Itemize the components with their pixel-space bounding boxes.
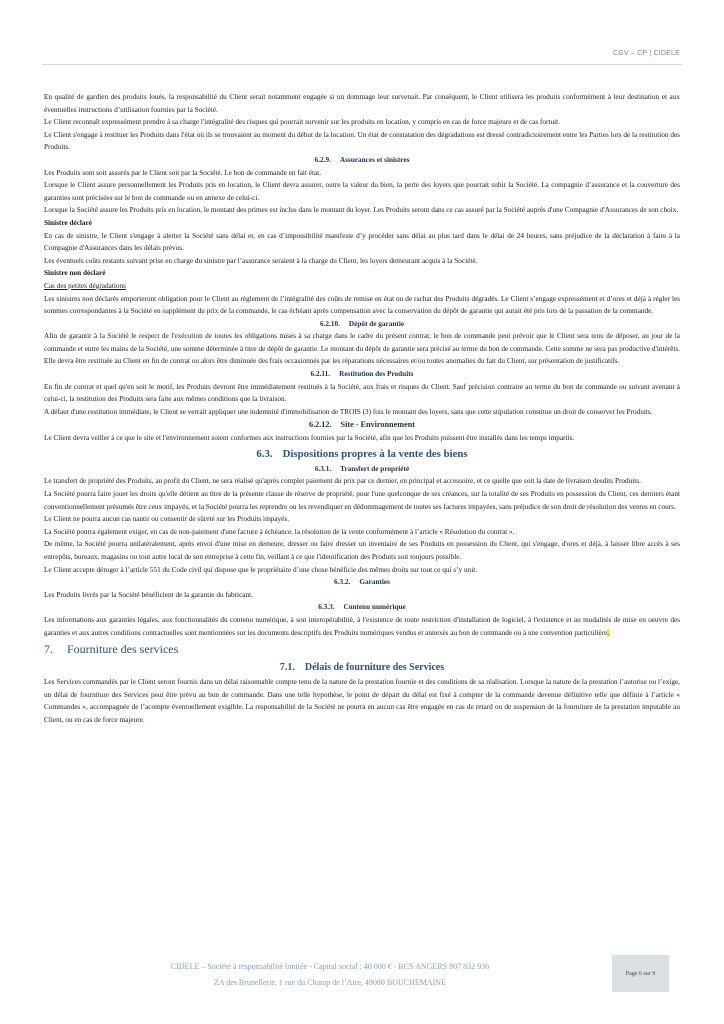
footer-company-info: CIDELE – Société à responsabilité limitée - Capital social : 40 000 € - RCS ANGERS 807 832 936	[170, 962, 490, 971]
paragraph: De même, la Société pourra unilatéralement, après envoi d'une mise en demeure, dresser ou faire dresser un inventaire de ses Produits en possession du Client, qui s'engage, d'ores et déjà, à laisser libre accès à ses entrepôts, bureaux, magasins ou tout autre local de son entreprise à cette fin, veillant à ce que l'identification des Produits soit toujours possible.	[44, 540, 680, 561]
section-title: Contenu numérique	[343, 603, 406, 612]
paragraph: Les sinistres non déclarés emporteront obligation pour le Client au règlement de l’intégralité des coûts de remise en état ou de rachat des Produits dégradés. Le Client s’engage expressément et d’ores et déjà à régler les sommes correspondantes à la Société en supplément du prix de la commande, le cas échéant après compensation avec la conservation du dépôt de garantie qui aurait été pris lors de la passation de la commande.	[44, 294, 680, 316]
section-number: 6.2.10.	[319, 319, 340, 328]
footer-address: ZA des Brunellerie, 1 rue du Champ de l’Aire, 49080 BOUCHEMAINE	[214, 978, 446, 987]
section-title: Transfert de propriété	[340, 464, 410, 473]
paragraph: Les éventuels coûts restants suivant prise en charge du sinistre par l’assurance seraient à la charge du Client, les loyers demeurant acquis à la Société.	[44, 256, 478, 265]
section-number: 6.2.9.	[314, 155, 331, 164]
section-title: Fourniture des services	[67, 642, 179, 657]
paragraph: Les Produits livrés par la Société bénéficient de la garantie du fabricant.	[44, 590, 253, 599]
section-number: 6.3.3.	[318, 603, 335, 612]
subsection-heading	[44, 318, 680, 331]
paragraph: Lorsque le Client assure personnellement les Produits pris en location, le Client devra assurer, outre la valeur du bien, la perte des loyers que pourrait subir la Société. La compagnie d’assurance et la couverture des garanties sont précisées sur le bon de commande ou en annexe de celui-ci.	[44, 181, 680, 202]
paragraph: Le Client devra veiller à ce que le site et l'environnement soient conformes aux instructions fournies par la Société, afin que les Produits puissent être installés dans les temps impartis.	[44, 434, 575, 443]
paragraph: Le transfert de propriété des Produits, au profit du Client, ne sera réalisé qu'après complet paiement du prix par ce dernier, en principal et accessoire, et ce quelle que soit la date de livraison desdits Produits.	[44, 477, 641, 486]
subsection-heading	[44, 154, 680, 167]
section-number: 6.3.2.	[334, 578, 351, 587]
subsection-heading	[44, 576, 680, 589]
section-number: 7.1.	[279, 662, 295, 674]
subsection-heading	[44, 601, 680, 614]
paragraph: La Société pourra également exiger, en cas de non-paiement d'une facture à échéance, la résolution de la vente conformément à l’article « Résolution du contrat ».	[44, 527, 515, 536]
section-title: Dépôt de garantie	[348, 319, 405, 328]
paragraph: En qualité de gardien des produits loués, la responsabilité du Client serait notamment engagée si un dommage leur survenait. Par conséquent, le Client utilisera les produits conformément à leur destination et aux éventuelles instructions d’utilisation fournies par la Société.	[44, 93, 680, 114]
document-reference: CGV – CP | CIDELE	[613, 50, 680, 57]
section-title: Délais de fourniture des Services	[304, 662, 445, 674]
subsection-heading	[44, 463, 680, 476]
paragraph: La Société pourra faire jouer les droits qu'elle détient au titre de la présente clause de réserve de propriété, pour l'une quelconque de ses créances, sur la totalité de ses Produits en possession du Client, ces derniers étant conventionnellement présumés être ceux impayés, et la Société pourra les reprendre ou les revendiquer en dédommagement de toutes ses factures impayées, sans préjudice de son droit de résolution des ventes en cours.	[44, 490, 680, 511]
subsection-heading	[44, 368, 680, 381]
paragraph: Le Client reconnaît expressément prendre à sa charge l'intégralité des risques qui pourrait survenir sur les produits en location, y compris en cas de force majeure et de cas fortuit.	[44, 118, 560, 127]
paragraph: Le Client accepte déroger à l’article 551 du Code civil qui dispose que le propriétaire d’une chose bénéficie des mêmes droits sur tout ce qui s’y unit.	[44, 565, 478, 574]
paragraph: En cas de sinistre, le Client s'engage à alerter la Société sans délai et, en cas d’impossibilité manifeste d’y procéder sans délai au plus tard dans le délai de 24 heures, sans préjudice de la déclaration à faire à la Compagnie d'Assurances dans les délais prévus.	[44, 231, 680, 253]
subsection-heading	[44, 418, 680, 432]
paragraph: Le Client s'engage à restituer les Produits dans l'état où ils se trouvaient au moment du début de la location. Un état de constatation des dégradations est dressé contradictoirement entre les Parties lors de la restitution des Produits.	[44, 130, 680, 152]
bold-subheading: Sinistre déclaré	[44, 218, 92, 227]
section-number: 6.2.12.	[309, 420, 332, 430]
section-title: Site - Environnement	[340, 420, 415, 430]
section-number: 6.3.	[256, 447, 273, 460]
section-number: 6.2.11.	[310, 370, 331, 379]
paragraph: Les Services commandés par le Client seront fournis dans un délai raisonnable compte tenu de la nature de la prestation fournie et des conditions de sa réalisation. Lorsque la nature de la prestation l’autorise ou l’exige, un délai de fourniture des Services peut être prévu au bon de commande. Dans une telle hypothèse, le point de départ du délai est fixé à compter de la commande devenue définitive telle que définie à l’article « Commandes », accompagnée de l’acompte éventuellement exigible. La responsabilité de la Société ne pourra en aucun cas être engagée en cas de retard ou de suspension de la fourniture de la prestation imputable au Client, ou en cas de force majeure.	[44, 678, 680, 724]
section-title: Dispositions propres à la vente des biens	[282, 447, 468, 460]
section-number: 7.	[44, 642, 53, 657]
chapter-heading	[44, 641, 680, 658]
paragraph: Afin de garantir à la Société le respect de l'exécution de toutes les obligations mises à sa charge dans le cadre du présent contrat, le bon de commande peut prévoir que le Client sera tenu de déposer, au jour de la commande et entre les mains de la Société, une somme déterminée à titre de dépôt de garantie. Le montant du dépôt de garantie sera précisé au terme du bon de commande. Cette somme ne sera pas productive d'intérêts. Elle devra être restituée au Client en fin de contrat ou alors être diminuée des frais occasionnés par les réparations nécessaires et/ou toutes anomalies du fait du Client, sur présentation de justificatifs.	[44, 332, 680, 366]
section-number: 6.3.1.	[314, 464, 332, 473]
bold-subheading: Sinistre non déclaré	[44, 269, 106, 278]
highlight-mark: .	[607, 628, 610, 637]
section-title: Restitution des Produits	[339, 370, 414, 379]
header-divider	[42, 64, 682, 65]
page-number: Page 6 sur 9	[612, 955, 669, 992]
paragraph: Lorsque la Société assure les Produits pris en location, le montant des primes est inclus dans le montant du loyer. Les Produits seront dans ce cas assuré par la Société auprès d'une Compagnie d'Assurances de son choix.	[44, 206, 679, 215]
paragraph: Le Client ne pourra aucun cas nantir ou consentir de sûreté sur les Produits impayés.	[44, 515, 290, 524]
section-title: Garanties	[359, 578, 390, 587]
paragraph: En fin de contrat et quel qu'en soit le motif, les Produits devront être immédiatement restitués à la Société, aux frais et risques du Client. Sauf précision contraire au terme du bon de commande ou suivant avenant à celui-ci, la restitution des Produits sera faite aux mêmes conditions que la livraison.	[44, 382, 680, 404]
paragraph: Les Produits sont soit assurés par le Client soit par la Société. Le bon de commande en fait état.	[44, 168, 322, 177]
section-title: Assurances et sinistres	[339, 155, 410, 164]
paragraph: A défaut d'une restitution immédiate, le Client se verrait appliquer une indemnité d'immobilisation de TROIS (3) fois le montant des loyers, sans que cette stipulation constitue un droit de conserver les Produits.	[44, 407, 653, 416]
paragraph: Les informations aux garanties légales, aux fonctionnalités du contenu numérique, à son interopérabilité, à l'existence de toute restriction d'installation de logiciel, à l'existence et au modalités de mise en oeuvre des garanties et aux autres conditions contractuelles sont mentionnées sur les documents descriptifs des Produits numériques vendus et annexés au bon de commande ou à une convention particulière.	[44, 615, 680, 637]
page-body	[44, 91, 680, 727]
underlined-subheading: Cas des petites dégradations	[44, 281, 126, 290]
section-heading	[44, 446, 680, 462]
section-heading	[44, 660, 680, 675]
